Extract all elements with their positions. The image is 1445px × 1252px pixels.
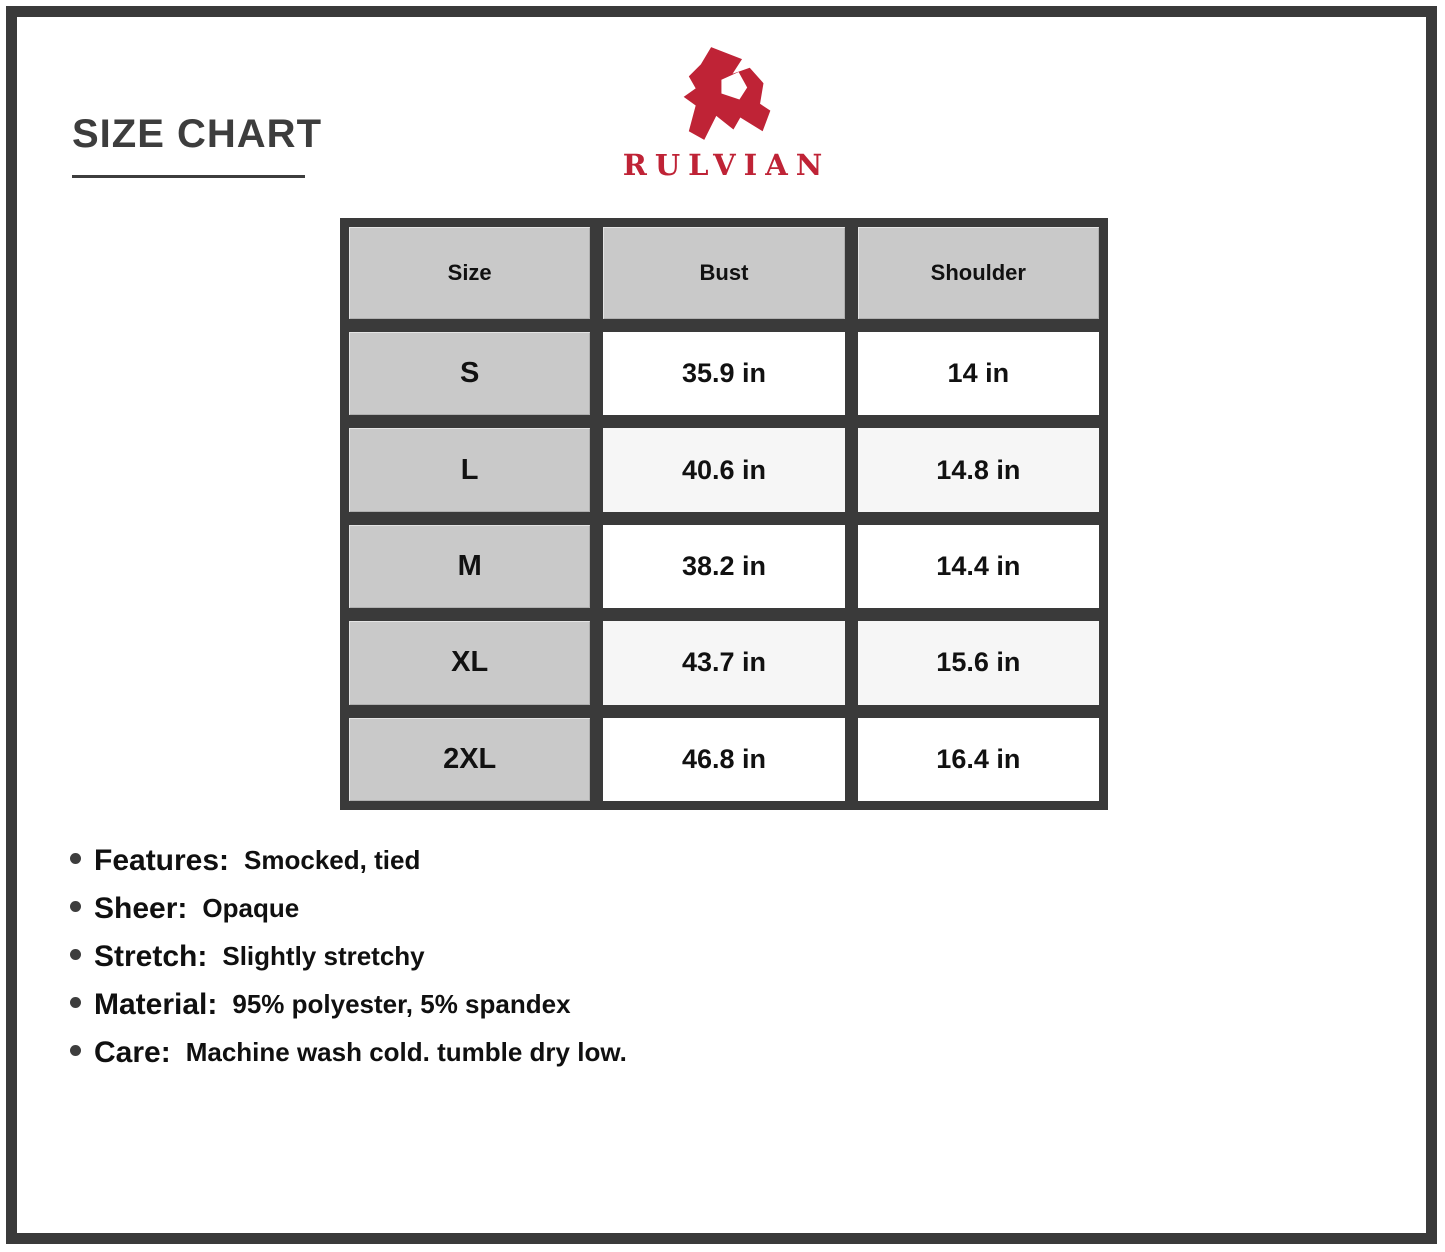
detail-value: Opaque xyxy=(202,893,300,923)
col-header-bust: Bust xyxy=(603,227,844,319)
col-header-size: Size xyxy=(349,227,590,319)
bullet-icon xyxy=(70,901,81,912)
row-xl-size: XL xyxy=(349,621,590,704)
bullet-icon xyxy=(70,853,81,864)
row-s-size: S xyxy=(349,332,590,415)
detail-value: 95% polyester, 5% spandex xyxy=(232,989,571,1019)
row-l-size: L xyxy=(349,428,590,511)
detail-value: Smocked, tied xyxy=(244,845,421,875)
row-m-bust: 38.2 in xyxy=(603,525,844,608)
page-title: SIZE CHART xyxy=(72,112,322,156)
detail-label: Stretch: xyxy=(94,939,208,973)
row-2xl-bust: 46.8 in xyxy=(603,718,844,801)
row-s-shoulder: 14 in xyxy=(858,332,1099,415)
row-2xl-shoulder: 16.4 in xyxy=(858,718,1099,801)
list-item xyxy=(70,891,627,926)
list-item xyxy=(70,843,627,878)
title-block xyxy=(72,112,322,178)
row-s-bust: 35.9 in xyxy=(603,332,844,415)
detail-label: Care: xyxy=(94,1035,171,1069)
detail-value: Machine wash cold. tumble dry low. xyxy=(185,1037,627,1067)
detail-label: Material: xyxy=(94,987,218,1021)
row-m-shoulder: 14.4 in xyxy=(858,525,1099,608)
angular-r-logo-icon xyxy=(666,42,778,145)
list-item xyxy=(70,939,627,974)
row-l-bust: 40.6 in xyxy=(603,428,844,511)
row-xl-bust: 43.7 in xyxy=(603,621,844,704)
detail-value: Slightly stretchy xyxy=(222,941,425,971)
row-m-size: M xyxy=(349,525,590,608)
bullet-icon xyxy=(70,949,81,960)
brand-name: RULVIAN xyxy=(622,148,831,182)
size-table xyxy=(340,218,1108,810)
row-xl-shoulder: 15.6 in xyxy=(858,621,1099,704)
detail-label: Sheer: xyxy=(94,891,188,925)
detail-label: Features: xyxy=(94,843,230,877)
bullet-icon xyxy=(70,997,81,1008)
list-item xyxy=(70,1035,627,1070)
brand-logo xyxy=(615,42,830,182)
row-2xl-size: 2XL xyxy=(349,718,590,801)
row-l-shoulder: 14.8 in xyxy=(858,428,1099,511)
bullet-icon xyxy=(70,1045,81,1056)
product-details-list xyxy=(70,843,627,1083)
title-underline xyxy=(72,175,305,178)
list-item xyxy=(70,987,627,1022)
col-header-shoulder: Shoulder xyxy=(858,227,1099,319)
